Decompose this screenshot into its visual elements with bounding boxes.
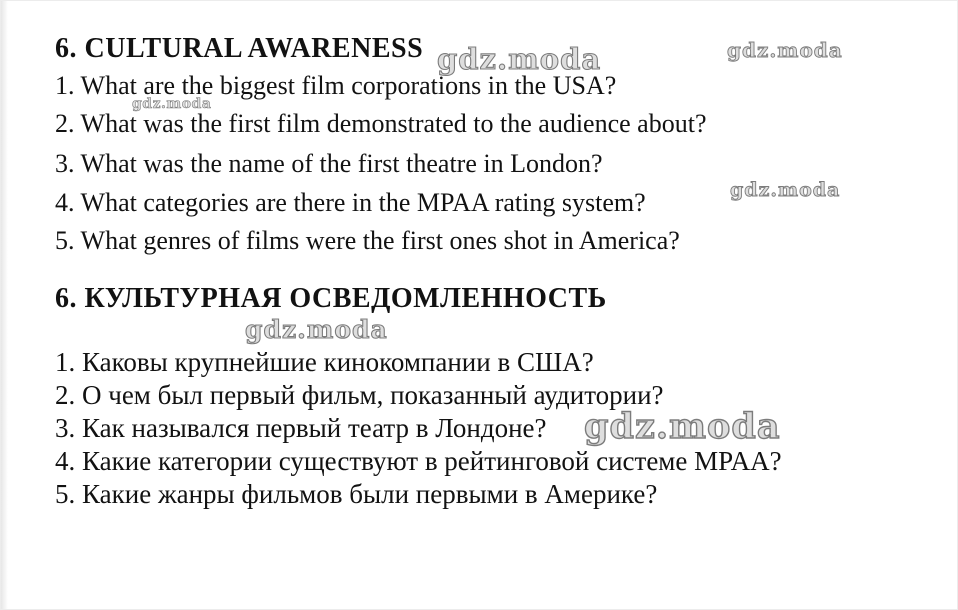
russian-question-4: 4. Какие категории существуют в рейтинговой системе MPAA?: [55, 446, 782, 476]
russian-section-heading: 6. КУЛЬТУРНАЯ ОСВЕДОМЛЕННОСТЬ: [55, 283, 607, 314]
watermark-below-question-1: gdz.moda: [132, 96, 212, 112]
watermark-top-right: gdz.moda: [727, 38, 843, 62]
russian-question-5: 5. Какие жанры фильмов были первыми в Америке?: [55, 479, 658, 509]
watermark-after-english-heading: gdz.moda: [437, 42, 602, 76]
english-section-heading: 6. CULTURAL AWARENESS: [55, 33, 424, 64]
watermark-right-of-russian-question-3: gdz.moda: [584, 406, 781, 447]
english-question-5: 5. What genres of films were the first ones shot in America?: [55, 226, 680, 255]
english-question-1: 1. What are the biggest film corporations in the USA?: [55, 71, 617, 100]
russian-question-1: 1. Каковы крупнейшие кинокомпании в США?: [55, 347, 594, 377]
english-question-2: 2. What was the first film demonstrated to the audience about?: [55, 109, 707, 138]
russian-question-3: 3. Как назывался первый театр в Лондоне?: [55, 413, 547, 443]
english-question-3: 3. What was the name of the first theatre in London?: [55, 149, 603, 178]
english-question-4: 4. What categories are there in the MPAA rating system?: [55, 188, 646, 217]
watermark-right-of-question-4: gdz.moda: [730, 179, 841, 201]
russian-question-2: 2. О чем был первый фильм, показанный аудитории?: [55, 380, 664, 410]
watermark-below-russian-heading: gdz.moda: [245, 315, 388, 344]
